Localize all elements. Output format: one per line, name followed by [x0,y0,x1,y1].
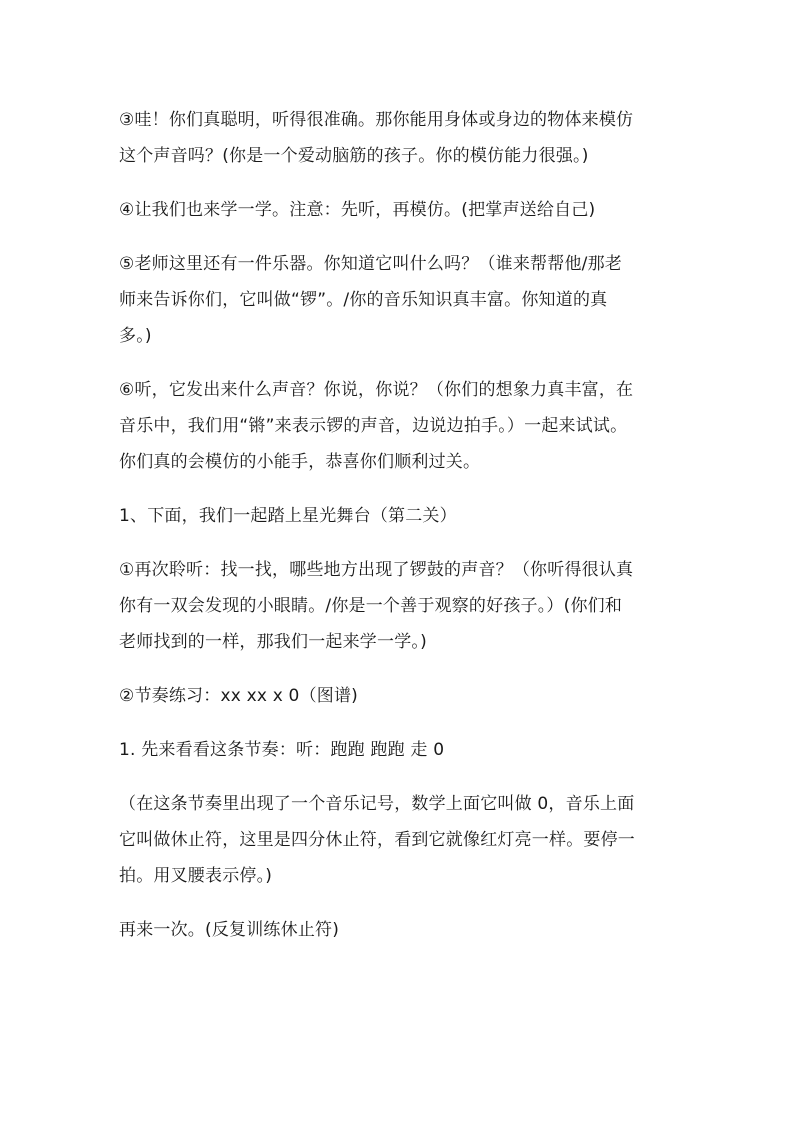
text-line: 你有一双会发现的小眼睛。/你是一个善于观察的好孩子。）(你们和 [119,596,623,616]
text-line: 师来告诉你们，它叫做“锣”。/你的音乐知识真丰富。你知道的真 [119,290,608,310]
paragraph-rhythm-practice [119,678,690,714]
text-line: ③哇！你们真聪明，听得很准确。那你能用身体或身边的物体来模仿 [119,110,634,130]
paragraph-repeat [119,912,690,948]
paragraph-rhythm-listen [119,732,690,768]
text-line: 老师找到的一样，那我们一起来学一学。) [119,632,427,652]
text-line: （在这条节奏里出现了一个音乐记号，数学上面它叫做 0，音乐上面 [119,794,635,814]
text-line: 它叫做休止符，这里是四分休止符，看到它就像红灯亮一样。要停一 [119,830,635,850]
paragraph-stage-two [119,498,690,534]
text-line: 再来一次。(反复训练休止符) [119,920,340,940]
paragraph-gong-sound [119,372,690,480]
text-line: 拍。用叉腰表示停。) [119,866,273,886]
paragraph-learn-together [119,192,690,228]
text-line: 多。) [119,326,152,346]
text-line: ④让我们也来学一学。注意：先听，再模仿。(把掌声送给自己) [119,200,596,220]
text-line: ⑥听，它发出来什么声音？你说，你说？（你们的想象力真丰富，在 [119,380,634,400]
text-line: ②节奏练习：xx xx x 0（图谱) [119,686,359,706]
text-line: 1、下面，我们一起踏上星光舞台（第二关） [119,506,457,526]
paragraph-listen-again [119,552,690,660]
paragraph-instrument-gong [119,246,690,354]
paragraph-imitate-sound [119,102,690,174]
paragraph-rest-symbol [119,786,690,894]
text-line: 音乐中，我们用“锵”来表示锣的声音，边说边拍手。）一起来试试。 [119,416,628,436]
text-line: 你们真的会模仿的小能手，恭喜你们顺利过关。 [119,452,481,472]
text-line: ⑤老师这里还有一件乐器。你知道它叫什么吗？（谁来帮帮他/那老 [119,254,622,274]
text-line: ①再次聆听：找一找，哪些地方出现了锣鼓的声音？（你听得很认真 [119,560,634,580]
text-line: 这个声音吗？(你是一个爱动脑筋的孩子。你的模仿能力很强。) [119,146,589,166]
text-line: 1. 先来看看这条节奏：听：跑跑 跑跑 走 0 [119,740,445,760]
